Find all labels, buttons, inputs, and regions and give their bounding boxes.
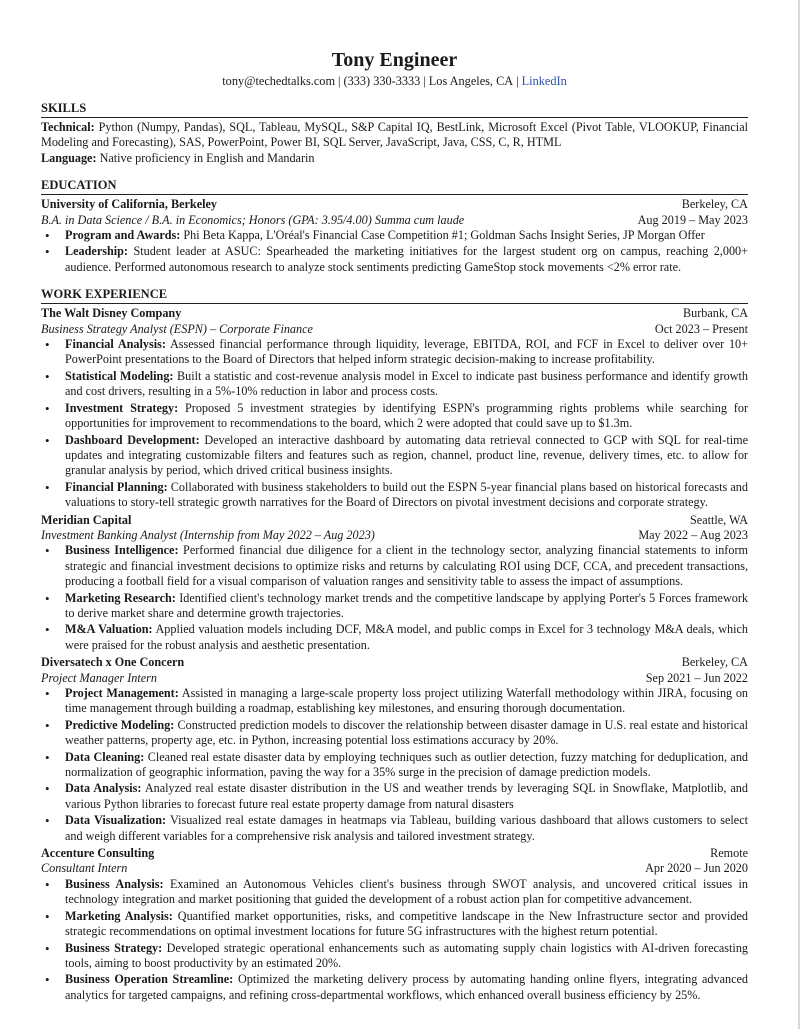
- list-item: [65, 813, 748, 844]
- bullet-text: Optimized the marketing delivery process by automating handing online flyers, integrating advanced analytics for targeted campaigns, and refining cross-departmental workflows, which enhanced overall business efficiency by 25%.: [65, 972, 748, 1002]
- language-skills: [41, 151, 748, 166]
- bullet-label: Program and Awards:: [65, 228, 181, 243]
- bullet-label: Predictive Modeling:: [65, 717, 175, 732]
- bullet-label: Leadership:: [65, 244, 128, 259]
- bullet-text: Built a statistic and cost-revenue analysis model in Excel to indicate past business performance and identify growth and cost drivers, resulting in a 5%-10% reduction in labor and process costs.: [65, 368, 749, 399]
- company-location: Seattle, WA: [690, 512, 748, 527]
- list-item: [65, 543, 748, 589]
- bullet-text: Cleaned real estate disaster data by employing techniques such as outlier detection, fuzzy matching for deduplication, and normalization of geographic information, paving the way for a 35% surge in the precision of damage prediction models.: [65, 749, 749, 780]
- bullet-text: Visualized real estate damages in heatmaps via Tableau, building various dashboard that allows customers to select and weigh different variables for a comprehensive risk analysis and tailored investment strategy.: [65, 813, 748, 843]
- job-role: Business Strategy Analyst (ESPN) – Corporate Finance: [41, 321, 313, 336]
- technical-text: Python (Numpy, Pandas), SQL, Tableau, MySQL, S&P Capital IQ, BestLink, Microsoft Excel (Pivot Table, VLOOKUP, Financial Modeling and Forecasting), SAS, PowerPoint, Power BI, SQL Server, JavaScript, Java, CSS, C, R, HTML: [41, 120, 748, 150]
- company-name: Accenture Consulting: [41, 846, 155, 861]
- job-dates: Sep 2021 – Jun 2022: [645, 670, 748, 685]
- bullet-text: Analyzed real estate disaster distribution in the US and weather trends by leveraging SQL in Snowflake, Matplotlib, and various Python libraries to forecast future real estate property damage from natural disasters: [65, 781, 748, 811]
- bullet-text: Examined an Autonomous Vehicles client's business through SWOT analysis, and uncovered critical issues in technology integration and market positioning that guided the development of a robust action plan for competitive advancement.: [65, 876, 749, 907]
- bullet-text: Phi Beta Kappa, L'Oréal's Financial Case Competition #1; Goldman Sachs Insight Series, JP Morgan Offer: [183, 228, 705, 243]
- list-item: [65, 877, 748, 908]
- list-item: [65, 686, 748, 717]
- job-disney: [41, 306, 748, 510]
- bullet-label: Project Management:: [65, 686, 179, 700]
- bullet-text: Developed an interactive dashboard by automating data retrieval connected to GCP with SQL for real-time updates and integrating customizable filters and features such as region, channel, product line, revenue, delivery times, etc. to allow for granular analysis by period, which drived critical business insights.: [65, 432, 749, 478]
- bullet-text: Identified client's technology market trends and the competitive landscape by applying Porter's 5 Forces framework to derive market share and determine growth trajectories.: [65, 590, 748, 620]
- job-accenture: [41, 846, 748, 1003]
- bullet-label: Dashboard Development:: [65, 432, 200, 447]
- bullet-label: Data Analysis:: [65, 781, 142, 796]
- list-item: [65, 622, 748, 653]
- education-heading: EDUCATION: [41, 178, 748, 195]
- job-dates: May 2022 – Aug 2023: [638, 527, 748, 542]
- language-text: Native proficiency in English and Mandarin: [99, 150, 315, 165]
- phone-text: (333) 330-3333: [343, 74, 421, 88]
- degree-text: B.A. in Data Science / B.A. in Economics; Honors (GPA: 3.95/4.00) Summa cum laude: [41, 212, 465, 227]
- job-dates: Apr 2020 – Jun 2020: [645, 861, 748, 876]
- list-item: [65, 972, 748, 1003]
- bullet-text: Applied valuation models including DCF, M&A model, and public comps in Excel for 3 technology M&A deals, which were praised for the robust analysis and aesthetic presentation.: [65, 622, 748, 652]
- company-location: Remote: [710, 846, 748, 861]
- language-label: Language:: [41, 150, 97, 165]
- list-item: [65, 718, 748, 749]
- skills-heading: SKILLS: [41, 101, 748, 118]
- bullet-label: Financial Analysis:: [65, 337, 166, 352]
- bullet-text: Collaborated with business stakeholders to build out the ESPN 5-year financial plans based on historical forecasts and valuations to story-tell strategic growth narratives for the Board of Directors on pivotal investment decisions and corporate strategy.: [65, 479, 748, 510]
- technical-skills: [41, 120, 748, 151]
- location-text: Los Angeles, CA: [428, 74, 514, 88]
- linkedin-link[interactable]: LinkedIn: [521, 74, 567, 88]
- bullet-label: Marketing Analysis:: [65, 908, 173, 923]
- bullet-label: Business Strategy:: [65, 940, 163, 955]
- job-bullets: [41, 543, 748, 653]
- candidate-name: Tony Engineer: [331, 49, 458, 71]
- work-heading: WORK EXPERIENCE: [41, 287, 748, 304]
- school-location: Berkeley, CA: [681, 197, 748, 212]
- list-item: [65, 941, 748, 972]
- bullet-label: Marketing Research:: [65, 590, 176, 605]
- education-dates: Aug 2019 – May 2023: [637, 212, 748, 227]
- school-name: University of California, Berkeley: [41, 197, 218, 212]
- job-role: Investment Banking Analyst (Internship from May 2022 – Aug 2023): [41, 527, 375, 542]
- list-item: [65, 781, 748, 812]
- list-item: [65, 433, 748, 479]
- technical-label: Technical:: [41, 120, 95, 134]
- skills-section: [41, 120, 748, 166]
- list-item: [65, 337, 748, 368]
- list-item: [65, 591, 748, 622]
- job-role: Consultant Intern: [41, 861, 128, 876]
- list-item: [65, 480, 748, 511]
- job-meridian: [41, 513, 748, 654]
- company-name: Diversatech x One Concern: [41, 655, 185, 670]
- bullet-text: Proposed 5 investment strategies by identifying ESPN's programming rights problems while searching for opportunities for improvement to recommendations to the board, which 2 were adopted that could save up to $1.3m.: [65, 400, 749, 431]
- bullet-label: Business Intelligence:: [65, 543, 179, 558]
- job-bullets: [41, 877, 748, 1003]
- list-item: [65, 750, 748, 781]
- job-role: Project Manager Intern: [41, 670, 157, 685]
- education-section: [41, 197, 748, 275]
- bullet-label: Investment Strategy:: [65, 400, 179, 415]
- job-bullets: [41, 337, 748, 510]
- bullet-text: Quantified market opportunities, risks, and competitive landscape in the New Infrastructure sector and provided strategic recommendations on optimal investment locations for future 5G infrastructures with the highest return potential.: [65, 908, 748, 939]
- company-location: Burbank, CA: [683, 306, 748, 321]
- bullet-label: Business Operation Streamline:: [65, 972, 234, 987]
- bullet-text: Constructed prediction models to discover the relationship between disaster damage in U.S. real estate and historical weather patterns, property age, etc. in Python, increasing potential loss estimations accuracy by 20%.: [65, 717, 749, 748]
- bullet-label: M&A Valuation:: [65, 622, 153, 637]
- list-item: [65, 401, 748, 432]
- list-item: [65, 909, 748, 940]
- job-dates: Oct 2023 – Present: [654, 321, 748, 336]
- bullet-label: Business Analysis:: [65, 876, 164, 891]
- list-item: [65, 244, 748, 275]
- company-location: Berkeley, CA: [681, 655, 748, 670]
- company-name: Meridian Capital: [41, 512, 132, 527]
- bullet-label: Data Cleaning:: [65, 749, 145, 764]
- bullet-label: Financial Planning:: [65, 479, 168, 494]
- bullet-text: Student leader at ASUC: Spearheaded the marketing initiatives for the largest student org on campus, reaching 2,000+ audience. Performed autonomous research to analyze stock sentiments predicting GameStop stock movements <2% error rate.: [65, 244, 749, 274]
- education-bullets: [41, 228, 748, 275]
- job-bullets: [41, 686, 748, 844]
- bullet-label: Data Visualization:: [65, 813, 167, 828]
- bullet-text: Performed financial due diligence for a client in the technology sector, analyzing financial statements to inform strategic and financial investment decisions to optimize risks and returns by calculating ROI using DCF, CCA, and precedent transactions, producing a football field for a visual comparison of valuation ranges and sensitivity table to assess the impact of assumptions.: [65, 543, 748, 589]
- job-diversatech: [41, 655, 748, 844]
- company-name: The Walt Disney Company: [41, 306, 182, 321]
- bullet-text: Developed strategic operational enhancements such as automating supply chain logistics with AI-driven forecasting tools, aiming to boost productivity by an estimated 20%.: [65, 940, 749, 970]
- list-item: [65, 369, 748, 400]
- bullet-label: Statistical Modeling:: [65, 368, 174, 383]
- bullet-text: Assisted in managing a large-scale property loss project utilizing Waterfall methodology within JIRA, focusing on time management through building a roadmap, establishing key milestones, and ensuring thorough documentation.: [65, 686, 749, 716]
- contact-line: tony@techedtalks.com | (333) 330-3333 | Los Angeles, CA | LinkedIn: [222, 74, 567, 88]
- bullet-text: Assessed financial performance through liquidity, leverage, EBITDA, ROI, and FCF in Excel to deliver over 10+ PowerPoint presentations to the Board of Directors that helped inform strategic decision-making to increase profitability.: [65, 337, 749, 367]
- list-item: [65, 228, 748, 243]
- email-text[interactable]: tony@techedtalks.com: [222, 74, 336, 88]
